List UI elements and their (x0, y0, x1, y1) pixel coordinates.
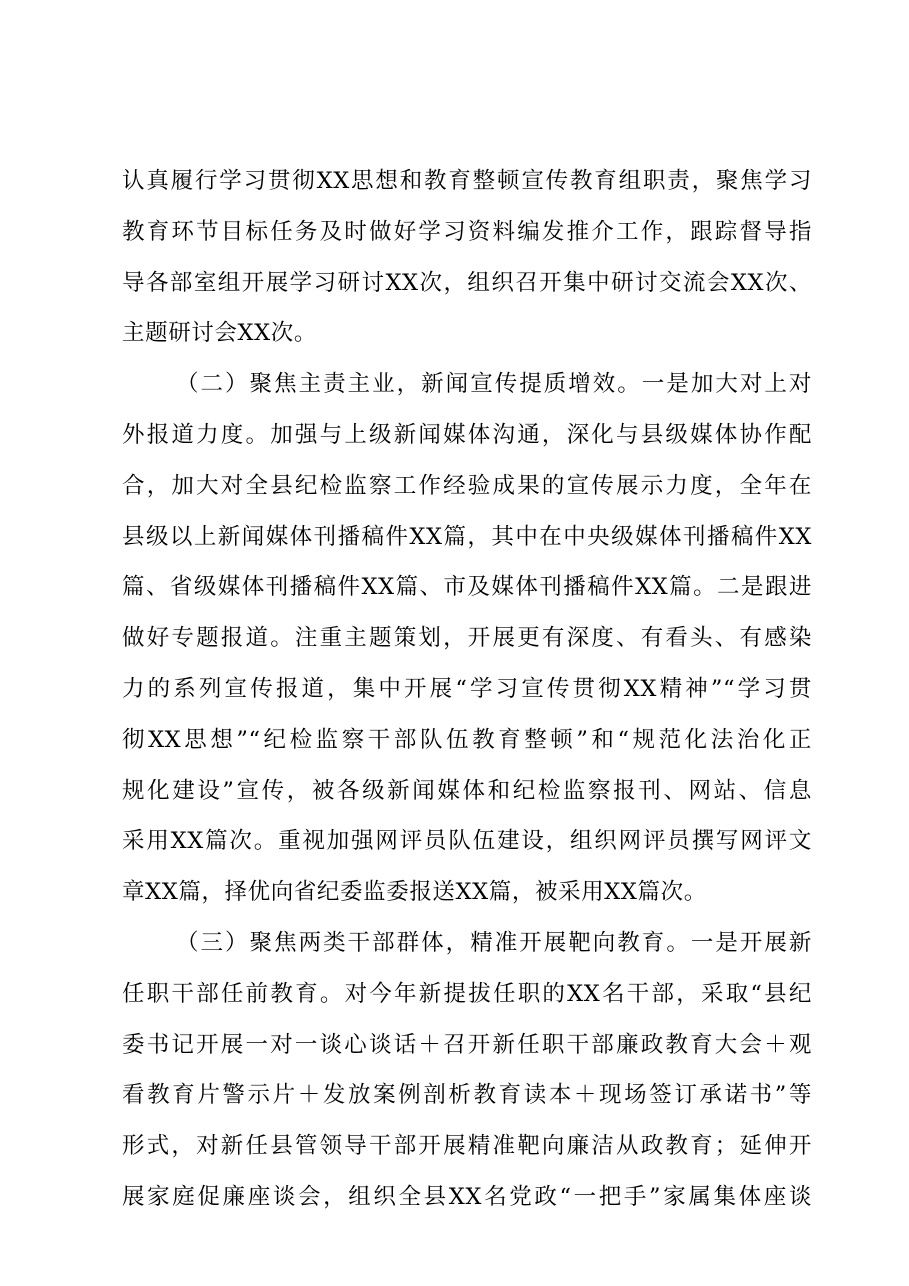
text-line: 力的系列宣传报道，集中开展“学习宣传贯彻XX精神”“学习贯 (122, 675, 812, 702)
text-line: 县级以上新闻媒体刊播稿件XX篇，其中在中央级媒体刊播稿件XX (122, 523, 812, 550)
text-line: 看教育片警示片＋发放案例剖析教育读本＋现场签订承诺书”等 (122, 1082, 812, 1109)
text-line: 导各部室组开展学习研讨XX次，组织召开集中研讨交流会XX次、 (122, 269, 812, 296)
text-line: 彻XX思想”“纪检监察干部队伍教育整顿”和“规范化法治化正 (122, 726, 812, 753)
text-line: 认真履行学习贯彻XX思想和教育整顿宣传教育组职责，聚焦学习 (122, 168, 812, 194)
text-line: 任职干部任前教育。对今年新提拔任职的XX名干部，采取“县纪 (122, 980, 812, 1007)
text-line: 委书记开展一对一谈心谈话＋召开新任职干部廉政教育大会＋观 (122, 1031, 812, 1058)
text-line: 教育环节目标任务及时做好学习资料编发推介工作，跟踪督导指 (122, 218, 812, 245)
text-line: （二）聚焦主责主业，新闻宣传提质增效。一是加大对上对 (176, 371, 812, 398)
text-line: 章XX篇，择优向省纪委监委报送XX篇，被采用XX篇次。 (122, 879, 707, 906)
text-line: 展家庭促廉座谈会，组织全县XX名党政“一把手”家属集体座谈 (122, 1183, 812, 1210)
text-line: 规化建设”宣传，被各级新闻媒体和纪检监察报刊、网站、信息 (122, 777, 812, 804)
text-line: 主题研讨会XX次。 (122, 320, 317, 347)
body-text (122, 156, 812, 1223)
text-line: 采用XX篇次。重视加强网评员队伍建设，组织网评员撰写网评文 (122, 828, 812, 855)
text-line: 外报道力度。加强与上级新闻媒体沟通，深化与县级媒体协作配 (122, 421, 812, 448)
text-line: 形式，对新任县管领导干部开展精准靶向廉洁从政教育；延伸开 (122, 1133, 812, 1160)
text-line: （三）聚焦两类干部群体，精准开展靶向教育。一是开展新 (176, 929, 812, 956)
text-line: 合，加大对全县纪检监察工作经验成果的宣传展示力度，全年在 (122, 472, 812, 499)
text-line: 篇、省级媒体刊播稿件XX篇、市及媒体刊播稿件XX篇。二是跟进 (122, 574, 812, 601)
text-line: 做好专题报道。注重主题策划，开展更有深度、有看头、有感染 (122, 625, 812, 652)
